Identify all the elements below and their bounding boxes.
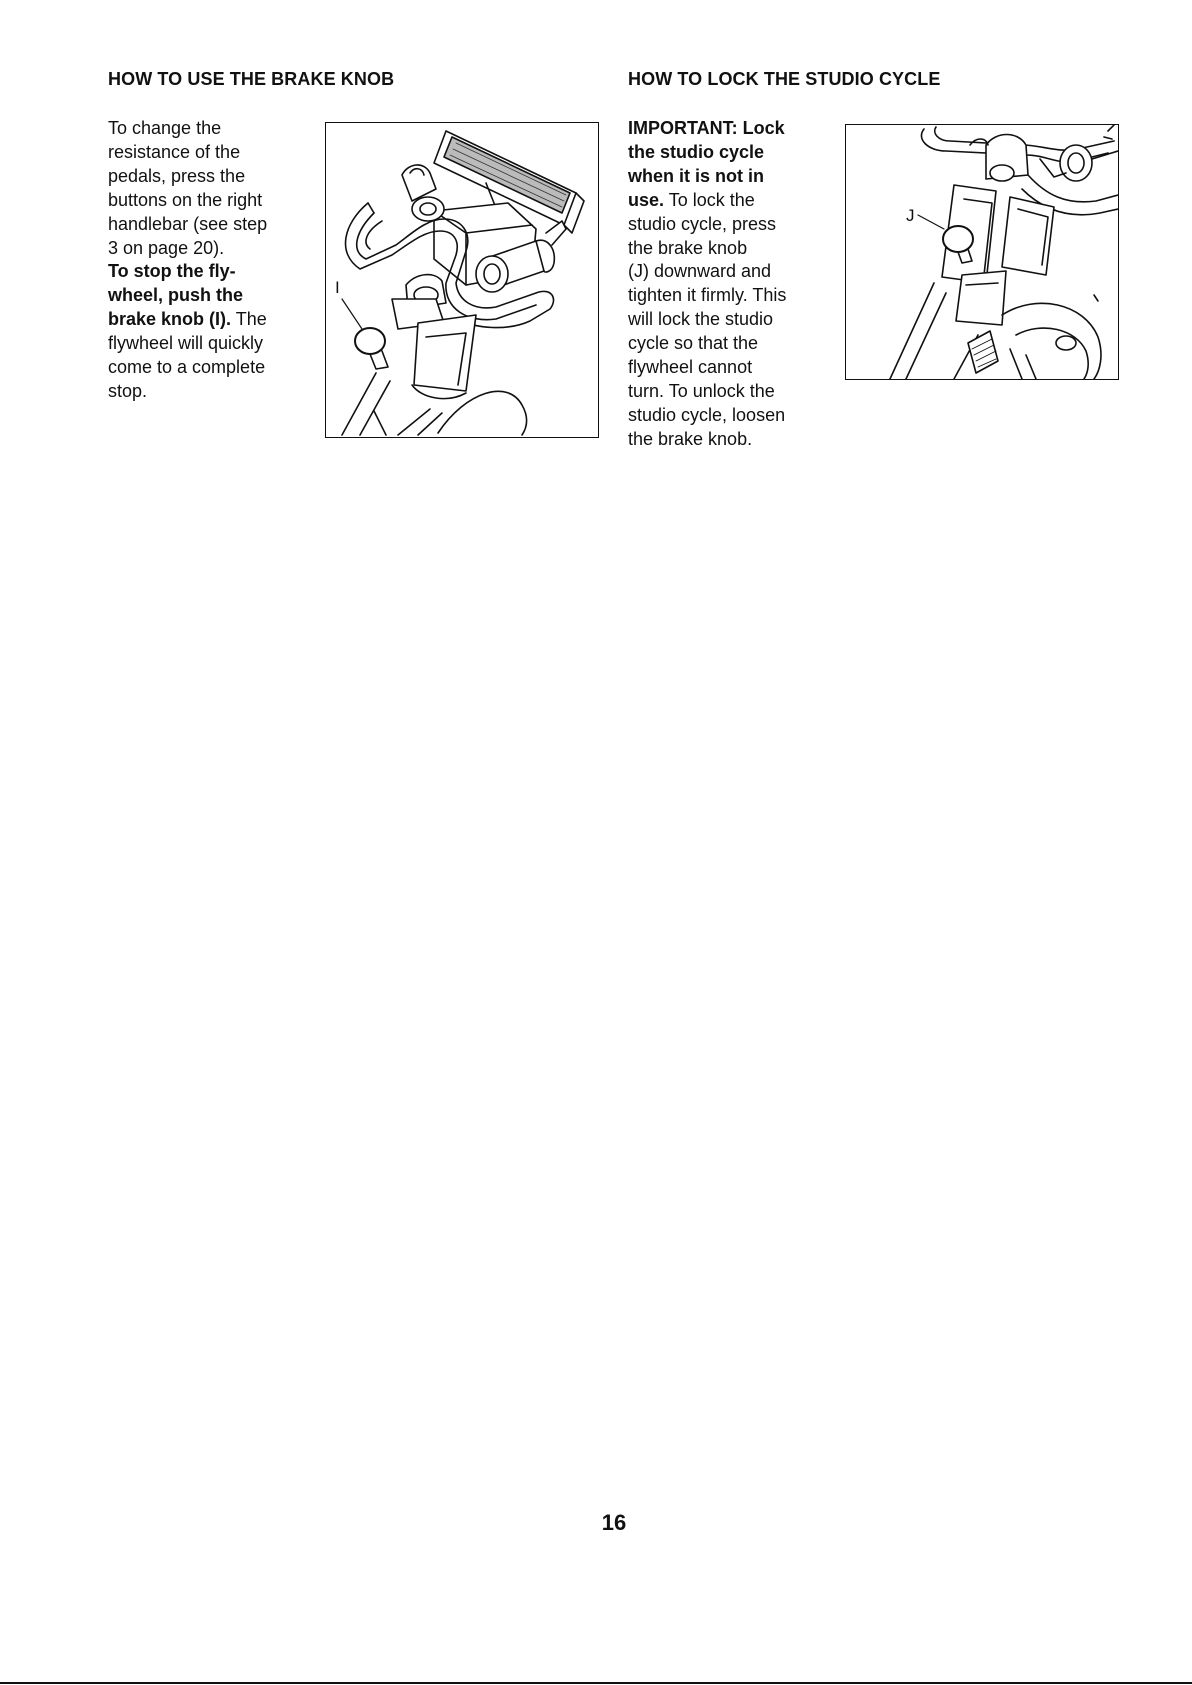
text-line bbox=[628, 404, 786, 428]
text-line bbox=[628, 260, 786, 284]
bold-text: use. bbox=[628, 189, 665, 210]
regular-text: 3 on page 20). bbox=[108, 237, 225, 258]
text-line bbox=[628, 308, 786, 332]
bold-text: the studio cycle bbox=[628, 141, 765, 162]
text-line bbox=[108, 141, 267, 165]
regular-text: resistance of the bbox=[108, 141, 241, 162]
bottom-rule bbox=[0, 1682, 1192, 1684]
bold-text: brake knob (I). bbox=[108, 309, 232, 330]
text-line bbox=[108, 213, 267, 237]
regular-text: To lock the bbox=[664, 189, 755, 210]
text-line bbox=[628, 165, 786, 189]
text-line bbox=[108, 356, 267, 380]
text-line bbox=[628, 332, 786, 356]
regular-text: To change the bbox=[108, 118, 222, 138]
regular-text: handlebar (see step bbox=[108, 213, 268, 234]
regular-text: studio cycle, press bbox=[628, 213, 777, 234]
text-line bbox=[628, 284, 786, 308]
regular-text: the brake knob. bbox=[628, 428, 753, 449]
text-line bbox=[108, 332, 267, 356]
regular-text: stop. bbox=[108, 380, 148, 401]
regular-text: flywheel cannot bbox=[628, 357, 753, 378]
page-number: 16 bbox=[601, 1510, 627, 1535]
text-line bbox=[628, 356, 786, 380]
regular-text: tighten it firmly. This bbox=[628, 285, 787, 306]
text-line bbox=[628, 237, 786, 261]
regular-text: come to a complete bbox=[108, 357, 266, 378]
text-line bbox=[108, 380, 267, 404]
text-line bbox=[108, 237, 267, 261]
lock-cycle-heading: HOW TO LOCK THE STUDIO CYCLE bbox=[628, 69, 941, 89]
regular-text: studio cycle, loosen bbox=[628, 404, 786, 425]
bold-text: IMPORTANT: Lock bbox=[628, 118, 785, 138]
regular-text: will lock the studio bbox=[628, 309, 774, 330]
text-line bbox=[628, 213, 786, 237]
regular-text: (J) downward and bbox=[628, 261, 772, 282]
regular-text: The bbox=[231, 309, 267, 330]
bold-text: when it is not in bbox=[628, 165, 764, 186]
text-line bbox=[108, 260, 267, 284]
lock-cycle-instructions bbox=[628, 117, 786, 452]
brake-knob-instructions bbox=[108, 117, 267, 404]
text-line bbox=[108, 308, 267, 332]
regular-text: turn. To unlock the bbox=[628, 380, 775, 401]
regular-text: flywheel will quickly bbox=[108, 333, 264, 354]
text-line bbox=[108, 189, 267, 213]
figure-label-j: J bbox=[906, 206, 915, 225]
text-line bbox=[628, 117, 786, 141]
regular-text: cycle so that the bbox=[628, 333, 759, 354]
text-line bbox=[628, 189, 786, 213]
text-line bbox=[108, 165, 267, 189]
bold-text: wheel, push the bbox=[108, 285, 244, 306]
regular-text: the brake knob bbox=[628, 237, 748, 258]
text-line bbox=[108, 284, 267, 308]
regular-text: buttons on the right bbox=[108, 189, 263, 210]
lock-cycle-illustration bbox=[845, 124, 1119, 380]
text-line bbox=[628, 141, 786, 165]
regular-text: pedals, press the bbox=[108, 165, 246, 186]
text-line bbox=[628, 428, 786, 452]
brake-knob-heading: HOW TO USE THE BRAKE KNOB bbox=[108, 69, 395, 89]
bold-text: To stop the fly- bbox=[108, 261, 236, 282]
text-line bbox=[628, 380, 786, 404]
figure-label-i: I bbox=[335, 278, 340, 297]
text-line bbox=[108, 117, 267, 141]
brake-knob-illustration bbox=[325, 122, 599, 438]
